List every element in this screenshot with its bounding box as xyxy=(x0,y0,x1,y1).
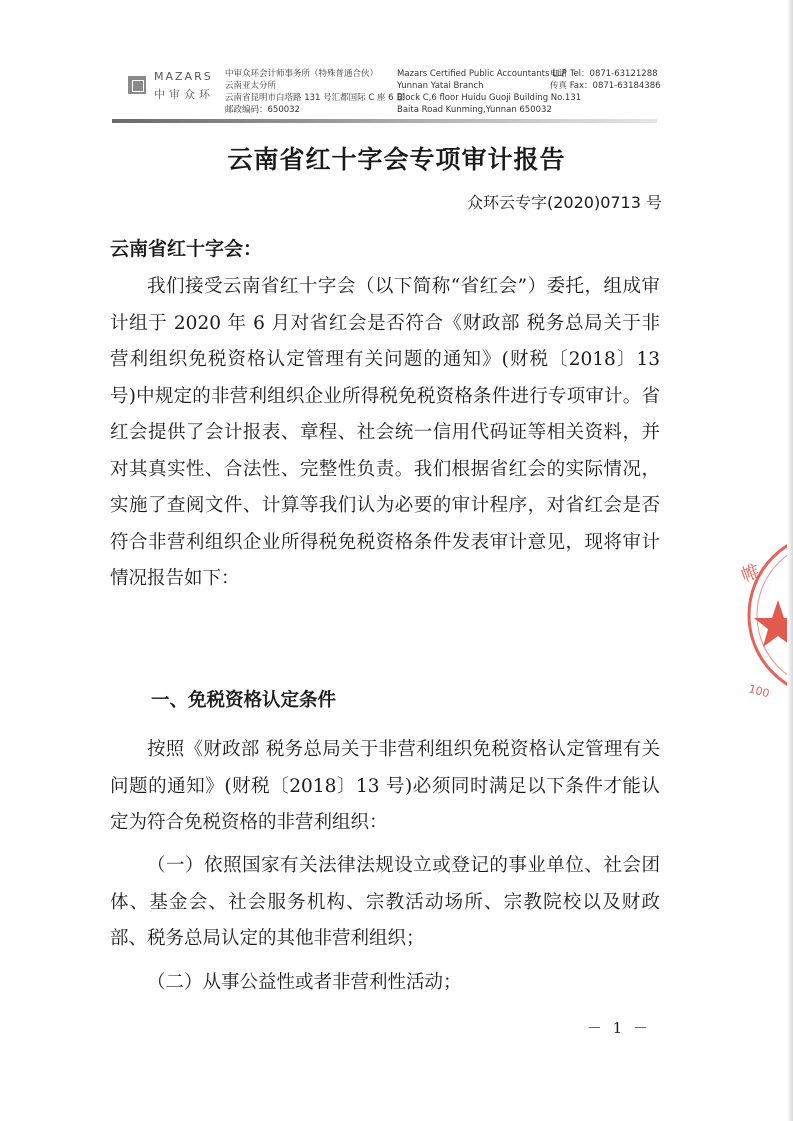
letterhead xyxy=(128,62,673,122)
firm-en-line2: Yunnan Yatai Branch xyxy=(397,81,484,91)
phone: 电话 Tel：0871-63121288 xyxy=(550,69,658,79)
paragraph-conditions: 按照《财政部 税务总局关于非营利组织免税资格认定管理有关问题的通知》(财税〔2018〕13 号)必须同时满足以下条件才能认定为符合免税资格的非营利组织： xyxy=(110,739,660,833)
document-title: 云南省红十字会专项审计报告 xyxy=(227,145,566,174)
official-seal-fragment-icon xyxy=(736,520,793,710)
document-number: 众环云专字(2020)0713 号 xyxy=(466,193,662,212)
firm-cn-line2: 云南亚太分所 xyxy=(225,81,277,91)
fax: 传真 Fax：0871-63184386 xyxy=(550,81,661,91)
letterhead-contact-block xyxy=(550,68,661,92)
letterhead-cn-block xyxy=(225,68,405,116)
condition-item-1: （一）依照国家有关法律法规设立或登记的事业单位、社会团体、基金会、社会服务机构、宗教活动场所、宗教院校以及财政部、税务总局认定的其他非营利组织； xyxy=(110,855,660,949)
svg-text:100: 100 xyxy=(747,682,771,701)
brand-en: MAZARS xyxy=(154,70,213,83)
addressee: 云南省红十字会： xyxy=(110,238,263,260)
firm-cn-line1: 中审众环会计师事务所（特殊普通合伙） xyxy=(225,69,379,79)
condition-item-2: （二）从事公益性或者非营利性活动； xyxy=(147,972,462,993)
svg-text:帷: 帷 xyxy=(738,560,763,587)
page-number: － 1 － xyxy=(586,1019,651,1037)
mazars-logo-icon xyxy=(128,76,146,94)
scan-edge-shadow xyxy=(787,0,793,1121)
address-cn: 云南省昆明市白塔路 131 号汇都国际 C 座 6 层 xyxy=(225,93,405,103)
paragraph-intro: 我们接受云南省红十字会（以下简称“省红会”）委托，组成审计组于 2020 年 6 月对省红会是否符合《财政部 税务总局关于非营利组织免税资格认定管理有关问题的通知》(财税〔2018〕13 号)中规定的非营利组织企业所得税免税资格条件进行专项审计。省红会提供了会计报表、章程、社会统一信用代码证等相关资料，并对其真实性、合法性、完整性负责。我们根据省红会的实际情况，实施了查阅文件、计算等我们认为必要的审计程序，对省红会是否符合非营利组织企业所得税免税资格条件发表审计意见，现将审计情况报告如下： xyxy=(110,276,660,589)
address-en-line2: Baita Road Kunming,Yunnan 650032 xyxy=(397,105,552,115)
brand-cn: 中审众环 xyxy=(154,88,214,101)
address-en-line1: Block C,6 floor Huidu Guoji Building No.131 xyxy=(397,93,582,103)
section-heading-1: 一、免税资格认定条件 xyxy=(151,690,337,711)
firm-en-line1: Mazars Certified Public Accountants LLP xyxy=(397,69,567,79)
letterhead-rule xyxy=(112,119,657,123)
postcode-cn: 邮政编码：650032 xyxy=(225,105,300,115)
